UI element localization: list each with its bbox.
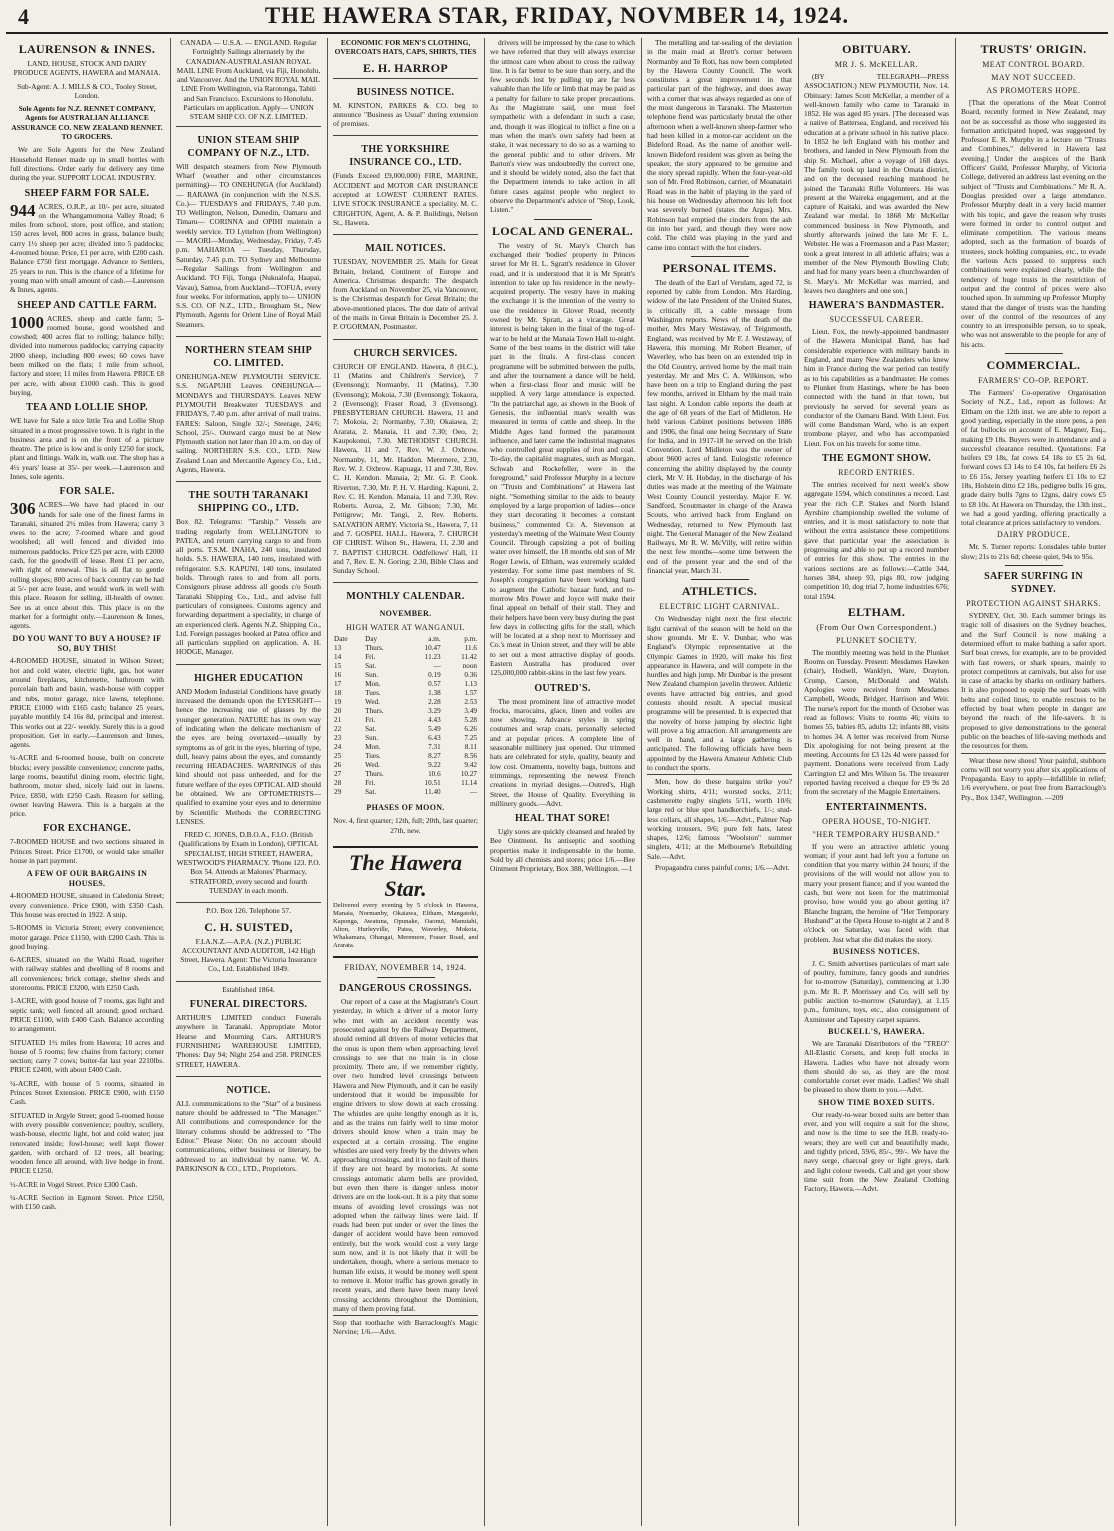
shoes-ad: Wear these new shoes! Your painful, stubborn corns will not worry you after six applications of Propaganda. Easy to apply—infallible in relief; 1/6 everywhere, or post free from Barraclough's Pty., Box 1347, Wellington. —209 [961, 753, 1106, 802]
notice-heading: NOTICE. [226, 1084, 271, 1096]
personal-heading: PERSONAL ITEMS. [662, 260, 777, 275]
notice-text: ALL communications to the "Star" of a business nature should be addressed to "The Manager." All contributions and correspondence for the literary columns should be addressed to "The Editor." Please Note: On no account should communications, either business or literary, be addressed to an individual by name. W. A. PARKINSON & CO., LTD., Proprietors. [176, 1098, 321, 1173]
show-text: Our ready-to-wear boxed suits are better than ever, and you will require a suit for the show, and now is the time to see the H.B. ready-to-wears; they are well cut and beautifully made, and tightly priced, 59/6, 85/-, 99/-. We have the navy serge, charcoal grey or light greys, dark and light colour tweeds. Call and get your show time suit from the New Zealand Clothing Factory, Hawera.—Advt. [804, 1109, 949, 1194]
masthead [6, 2, 1108, 34]
tide-cell: 11.14 [461, 779, 477, 788]
tide-cell: 1.38 [428, 689, 441, 698]
house-ad: 4-ROOMED HOUSE, situated in Wilson Street; hot and cold water, electric light, gas, hot water around fireplaces, kitchenette, bathroom with porcelain bath and basin, wash-house with copper and tubs, motor garage, nice lawns, telephone. PRICE £1000 with £165 cash; balance 25 years, payable monthly £4 16s 8d, principal and interest. This works out at 22/- weekly. Surely this is a good proposition. Get in early.—Laurenson and Innes, agents. [10, 656, 164, 750]
sheep-heading: SHEEP FARM FOR SALE. [24, 187, 150, 199]
tide-cell: 8.11 [464, 743, 477, 752]
tide-cell: 13 [334, 644, 342, 653]
phases-text: Nov. 4, first quarter; 12th, full; 20th, last quarter; 27th, new. [333, 816, 478, 835]
exchange-text: 7-ROOMED HOUSE and two sections situated in Princes Street. Price £1700, or would take smaller house in part payment. [10, 837, 164, 866]
tide-cell: 23 [334, 734, 342, 743]
tide-row [333, 698, 478, 707]
bargain-ad: 5-ROOMS in Victoria Street; every convenience; motor garage. Price £1150, with £200 Cash. This is good buying. [10, 923, 164, 951]
mail-text: TUESDAY, NOVEMBER 25. Mails for Great Britain, Ireland, Continent of Europe and America. Christmas despatch: The despatch from Auckland on November 25, via Vancouver, is the Christmas despatch for Great Britain; the above-mentioned places. The due date of arrival of the mails in Great Britain is December 25. J. P. O'GORMAN, Postmaster. [333, 257, 478, 332]
tide-cell: 0.57 [428, 680, 441, 689]
tide-cell: 9.22 [428, 761, 441, 770]
tide-row [333, 734, 478, 743]
tide-row [333, 716, 478, 725]
tide-cell: Wed. [365, 698, 380, 707]
dangerous-heading: DANGEROUS CROSSINGS. [339, 983, 472, 995]
athletics-sub: ELECTRIC LIGHT CARNIVAL. [659, 602, 780, 612]
tide-col-header: a.m. [428, 635, 441, 644]
tide-cell: 21 [334, 716, 342, 725]
bargain-ad: SITUATED 1½ miles from Hawera; 10 acres and house of 5 rooms; few chains from factory; corner section; carry 7 cows; butter-fat last year 2210lbs. PRICE £2400, with about £400 Cash. [10, 1037, 164, 1075]
tide-cell: 10.47 [424, 644, 441, 653]
tide-cell: Mon. [365, 680, 381, 689]
bargain-ad: ½-ACRE in Vogel Street. Price £300 Cash. [10, 1179, 138, 1189]
date-line: FRIDAY, NOVEMBER 14, 1924. [344, 963, 467, 973]
ad-number: 306 [10, 499, 36, 519]
exchange-heading: FOR EXCHANGE. [43, 823, 131, 835]
tide-cell: Sat. [365, 725, 377, 734]
egmont-heading: THE EGMONT SHOW. [822, 452, 931, 464]
business-notice-heading: BUSINESS NOTICE. [356, 86, 455, 98]
tide-cell: 7.31 [428, 743, 441, 752]
local-heading: LOCAL AND GENERAL. [491, 223, 634, 238]
propagandra-ad: Propagandra cures painful corns; 1/6.—Advt. [655, 863, 790, 873]
ad-number: 1000 [10, 312, 44, 332]
tide-cell: 1.13 [464, 680, 477, 689]
tide-row [333, 725, 478, 734]
tide-col-header: Date [334, 635, 348, 644]
column-4 [490, 38, 635, 1526]
tide-row [333, 662, 478, 671]
tide-cell: 25 [334, 752, 342, 761]
tide-row [333, 707, 478, 716]
yorkshire-heading: THE YORKSHIRE INSURANCE CO., LTD. [349, 144, 462, 169]
firm-agents: Sub-Agent: A. J. MILLS & CO., Tooley Street, London. [17, 81, 157, 100]
column-rule [484, 38, 485, 1526]
church-heading: CHURCH SERVICES. [353, 347, 458, 359]
shipping-ad: CANADA — U.S.A. — ENGLAND. Regular Fortnightly Sailings alternately by the CANADIAN-AUSTRALASIAN ROYAL MAIL LINE From Auckland, via Fiji, Honolulu, and Vancouver. And the UNION ROYAL MAIL LINE From Wellington, via Rarotonga, Tahiti and San Francisco. Excursions to Honolulu. Particulars on application. Apply— UNION STEAM SHIP CO. OF N.Z. LIMITED. [176, 38, 321, 122]
column-rule [955, 38, 956, 1526]
dangerous-text: Our report of a case at the Magistrate's Court yesterday, in which a driver of a motor lorry who met with an accident recently was prosecuted against by the Railway Department, should remind all drivers of motor vehicles that the onus is upon them when approaching level crossings to see that no train is in close proximity. There are, if we remember rightly, over two hundred level crossings between Hawera and New Plymouth, and it can be easily understood that it would be impossible for engine drivers to slow down at each crossing. The whistles are quite lengthy enough as it is, and as the trains run fairly well to time motor drivers should know when a train may be expected at a certain crossing. The engine whistles are used very freely by the drivers when approaching crossings, and it is no fault of theirs if they are not heard by motorists. At some crossings automatic alarm bells are provided, but even then there is danger unless motor drivers are on the look-out. It is a pity that some means of avoiding level crossings was not adopted when the railway lines were laid. If roads had been put under or over the lines the danger of accident would have been removed entirely, but the work would cost a very large sum now, and it is not likely that it will be undertaken, though, where a serious menace to human life exists, it would be money well spent to remove it. Motor traffic has grown greatly in recent years, and there have been many level crossing accidents throughout the Dominion, many of them proving fatal. [333, 997, 478, 1313]
church-text: CHURCH OF ENGLAND. Hawera, 8 (H.C.), 11 (Matins and Children's Service), 7 (Evensong); Normanby, 11 (Matins), 7.30 (Evensong); Mokoia, 7.30 (Evensong); Tokaora, 2 (Evensong); Fraser Road, 3 (Evensong). PRESBYTERIAN CHURCH. Hawera, 11 and 7; Mokoia, 2; Normanby, 7.30; Okaiawa, 2; Ararata, 2. Manaia, 11 and 7.30; Oeo, 2; Kaupokonui, 7.30. METHODIST CHURCH. Hawera, 11 and 7, Rev. W. J. Oxbrow. Normanby, 11, Mr. Haddon. Meremere, 2.30, Rev. W. J. Oxbrow. Kapuaga, 11 and 7.30, Rev. C. H. Kendon. Manaia, 2; Mr. G. P. Cook. Riverton, 7.30, Mr. P. H. V. Harding. Kapuni, 2, Rev. C. H. Kendon. Manaia, 11 and 7.30, Rev. Roberts. Auroa, 2, Mr. Gibson; 7.30, Mr. Pettigrew; Mr. Tangi, 2, Rev. Roberts. SALVATION ARMY. Victoria St., Hawera, 7, 11 and 7. GOSPEL HALL. Hawera, 7. CHURCH OF CHRIST. Wilson St., Hawera, 11, 2.30 and 7. BAPTIST CHURCH. Oddfellows' Hall, 11 and 7, Rev. E. N. Goring; 2.30, Bible Class and Sunday School. [333, 361, 478, 576]
tide-cell: Thurs. [365, 770, 384, 779]
tide-cell: 18 [334, 689, 342, 698]
tide-cell: Tues. [365, 689, 381, 698]
trusts-text: [That the operations of the Meat Control Board, recently formed in New Zealand, may not be as successful as those who suggested its formation anticipated hoped, was suggested by Professor E. R. Murphy in a lecture on "Trusts and Combines," delivered in Hawera last evening.] Under the auspices of the Bank Officers' Guild, Professor Murphy, of Victoria College, delivered an address last evening on the subject of "Trusts and Combinations." Mr R. A. Douglas presided over a large attendance. Professor Murphy dealt in a very lucid manner with his topic, and gave the reason why trusts were formed in order to control output and eliminate competition. The various means adopted, such as the formation of boards of trustees, stock holding companies, etc., to evade the various Acts passed to suppress such combinations were explained clearly, while the tendency of huge trusts in the restriction of output and the control of prices were also touched upon. In summing up Professor Murphy stated that the danger of trusts was the handing over of the control of the resources of any country to an irresponsible person, so to speak, who was not answerable to the people for any of his acts. [961, 98, 1106, 349]
column-7 [961, 38, 1106, 1526]
plunket-heading: PLUNKET SOCIETY. [835, 635, 918, 645]
tide-row [333, 770, 478, 779]
yorkshire-text: (Funds Exceed £9,000,000) FIRE, MARINE, ACCIDENT and MOTOR CAR INSURANCE accepted at LOWEST CURRENT RATES. LIVE STOCK INSURANCE a speciality. M. C. CRIGHTON, Agent, A. & P. Buildings, Nelson St., Hawera. [333, 171, 478, 227]
local-text: The vestry of St. Mary's Church has exchanged their 'bodies' property in Princes street for Mr H. L. Sgratt's residence in Glover road, and it is understood that it is Mr Spratt's intention to take up his residence in the newly-acquired property. The vestry have in making the exchange it is the intention of the vestry to use the residence in Glover Road, recently owned by Mr. Spratt, as a vicarage. Great interest is being taken in the final of the tug-of-war to be held at the Manaia Town Hall to-night. Some of the best teams in the district will take part in the finals. A first-class concert programme will be submitted between the pulls, and after the tournament a dance will be held, when a first-class floor and music will be supplied. A very large attendance is expected. "In the patriarchal age, as shown in the Book of Genesis, the influential man's wealth was measured in terms of cattle and sheep. In the Middle Ages land formed the paramount influence, and later came the industrial magnates who controlled great supplies of iron and coal. To-day, the capitalist magnates, such as Morgan, Schwab and Rockefeller, were in the foreground," said Professor Murphy in a lecture on "Trusts and Combinations" at Hawera last night. "Something similar to the aids to beauty employed by a large proportion of ladies—once they start decorating it becomes a constant business," commented Cr. A. Stevenson at yesterday's meeting of the Waimate West County Council. Through capsizing a pot of boiling water over himself, the 18 months old son of Mr Roger Lewis, of Eltham, was extremely scalded yesterday. For some time past members of St. Joseph's congregation have been working hard to augment the Catholic bazaar fund, and to-morrow Mrs Power and Joyce will make their final appeal on behalf of their stall. They and their helpers have been very busy during the past few days in collecting gifts for the stall, which will be located at a shop next to Morrissey and Co.'s meat in Union street, and they will be able to set out a most attractive display of goods. Eastern Australia has produced over 125,000,000 rabbit-skins in the last few years. [490, 240, 635, 678]
ad-text: ACRES—We have had placed in our hands for sale one of the finest farms in Taranaki, situated 2½ miles from Hawera; carry 3 ewes to the acre; 7-roomed whare and good woolshed; all well fenced and divided into numerous paddocks. Price £25 per acre, with £2000 cash, for the goodwill of lease. Rent £1 per acre, with right of renewal. This is all flat to gentle rolling slopes; 800 acres of back country can be had at 5/- per acre lease, and would work in well with this place. Reason for selling, ill-health of owner. See us at once about this. This place is on the market for a fortnight only.—Laurenson & Innes, agents. [10, 500, 164, 631]
tide-cell: 3.49 [464, 707, 477, 716]
page-number: 4 [18, 4, 29, 29]
column-rule [641, 38, 642, 1526]
bargain-ad: ¼-ACRE, with house of 5 rooms, situated in Princes Street Extension. PRICE £900, with £150 Cash. [10, 1078, 164, 1107]
trusts-sub: MEAT CONTROL BOARD. [982, 60, 1085, 69]
union-text: Will despatch steamers from New Plymouth Wharf (weather and other circumstances permitting)— TO ONEHUNGA (for Auckland)— RARAWA (in conjunction with the N.S.S. Co.)— TUESDAYS and FRIDAYS, 7.40 p.m. TO Wellington, Nelson, Dunedin, Oamaru and Timaru— CORINNA and OPIHI maintain a weekly service. TO Lyttelton (from Wellington)— MAORI—Monday, Wednesday, Friday, 7.45 p.m. MAHAROA — Tuesday, Thursday, Saturday, 7.45 p.m. TO Sydney and Melbourne—Regular Sailings from Wellington and Auckland. TO Fiji, Tonga (Nukualofa, Haapai, Vavau), Samoa, from Auckland—TOFUA, every four weeks. For information, apply to— UNION S.S. CO. OF N.Z., LTD., Brougham St., New Plymouth. Agents for Orient Line of Royal Mail Steamers. [176, 161, 321, 329]
tide-row [333, 752, 478, 761]
tide-cell: 8.56 [464, 752, 477, 761]
commercial-heading: COMMERCIAL. [986, 358, 1081, 373]
bargain-ad: 6-ACRES, situated on the Waihi Road, together with railway stables and dwelling of 8 rooms and all conveniences; brick cottage, shelter sheds and storerooms. PRICE £3200, with £250 Cash. [10, 955, 164, 993]
tide-cell: 17 [334, 680, 342, 689]
house-ad: ¼-ACRE and 6-roomed house, built on concrete blocks; every possible convenience; concrete paths, large rooms, beautiful dining room, electric light, bathroom, motor shed, nicely laid out in lawns. Price, £850, with £250 Cash. Reason for selling, owner leaving Hawera. This is a bargain at the price. [10, 753, 164, 819]
tide-cell: 4.43 [428, 716, 441, 725]
ad-number: 944 [10, 200, 36, 220]
obituary-heading: OBITUARY. [842, 42, 911, 56]
plunket-text: The monthly meeting was held in the Plunket Rooms on Tuesday. Present: Mesdames Hawken (chair), Hodsell, Wanklyn, Ware, Drayton, Crump, Carson, McDonald and Walsh. Apologies were received from Mesdames Campbell, Woods, Bridger, Harrison and Weir. The nurse's report for the month of October was read as follows: Visits to rooms 46; visits to homes 55, babies 85, adults 12; infants 88, visits to homes 34. A letter was received from Nurse Dix apologising for not being present at the meeting. Accounts for £3 12s 4d were passed for payment. Donations were received from Lady Carrington £2 and Mrs Wilson 5s. The treasurer reported having received a cheque for £9 9s 2d from the secretary of the Magpie Entertainers. [804, 647, 949, 797]
tide-cell: 9.42 [464, 761, 477, 770]
cattle-heading: SHEEP AND CATTLE FARM. [17, 299, 157, 311]
column-rule [798, 38, 799, 1526]
house-heading: DO YOU WANT TO BUY A HOUSE? IF SO, BUY THIS! [12, 634, 162, 654]
tide-cell: 14 [334, 653, 342, 662]
column-3 [333, 38, 478, 1526]
tide-col-header: p.m. [464, 635, 477, 644]
tide-cell: 2.28 [428, 698, 441, 707]
column-1 [10, 38, 164, 1526]
farmers-text: The Farmers' Co-operative Organisation Society of N.Z., Ltd., report as follows: At Eltham on the 12th inst. we are able to report a good yarding, especially in the store pens, a pen of fat bullocks on account of E. Magner, Esq., making £9 18s. Buyers were in attendance and a successful clearance resulted. Quotations: Fat heifers £9 18s, fat cows £4 18s to £5 2s 6d, forward cows £3 14s to £4 10s, fat heifers £6 2s to £6 15s, Jersey yearling heifers £1 10s to £2 18s, Holstein ditto £2 18s, pedigree bulls 16 gns, grade dairy bulls 7gns to 12gns, dairy cows £5 to £8 10s. At Hawera on Thursday, the 13th inst., we had a good yarding, offering practically a total clearance at prices satisfactory to vendors. [961, 388, 1106, 528]
bargain-ad: 1-ACRE, with good house of 7 rooms, gas light and septic tank; well fenced all around; good orchard. PRICE £1100, with £400 Cash. Balance according to arrangement. [10, 996, 164, 1034]
tide-row [333, 779, 478, 788]
tide-row [333, 743, 478, 752]
tide-cell: Fri. [365, 716, 376, 725]
obituary-text: (BY TELEGRAPH—PRESS ASSOCIATION.) NEW PLYMOUTH, Nov. 14. Obituary: James Scott McKellar, a member of a well-known family who came to Taranaki in 1852. He was aged 85 years. [The deceased was a native of Battersea, England, and received his education at a private school in his native place. In 1852 he left England with his mother and brothers, and landed in New Plymouth from the ship St. Michael, after a voyage of 168 days. The family took up land in the Omata district, and on the deceased reaching manhood he joined the Taranaki Rifle Volunteers. He was present at the Waireka engagement, and at the capture of Kaitaki, and was awarded the New Zealand war medal. In 1868 Mr McKellar commenced business in New Plymouth, and shortly afterwards joined the late Mr F. L. Webster. He was a Freemason and a Past Master; took a great interest in all athletic affairs; was a member of the New Plymouth Bowling Club; and had for many years been a churchwarden of St. Mary's. Mr McKellar was married, and leaves two daughters and one son.] [804, 72, 949, 295]
taranaki-heading: THE SOUTH TARANAKI SHIPPING CO., LTD. [188, 490, 309, 515]
outred-heading: OUTRED'S. [534, 682, 591, 694]
tide-row [333, 644, 478, 653]
northern-heading: NORTHERN STEAM SHIP CO. LIMITED. [184, 345, 313, 370]
column-rule [170, 38, 171, 1526]
ad-text: ACRES, sheep and cattle farm; 5-roomed house, good woolshed and cowshed; 400 acres flat to rolling; balance hilly; divided into numerous paddocks; carrying capacity 2000 sheep, including 800 ewes; 60 cows have been milked on the flats; 1 mile from school, factory and store; 11 miles from Hawera. PRICE £8 per acre, with about £1000 cash. This is good buying. [10, 313, 164, 397]
funeral-heading: FUNERAL DIRECTORS. [189, 999, 308, 1011]
entertainments-sub: OPERA HOUSE, TO-NIGHT. [822, 816, 931, 826]
heal-heading: HEAL THAT SORE! [514, 813, 611, 825]
tide-cell: 28 [334, 779, 342, 788]
tide-cell: 0.36 [464, 671, 477, 680]
shark-text: SYDNEY, Oct. 30. Each summer brings its tragic toll of disasters on the Sydney beaches, and the Surf Council is now making a determined effort to make bathing a safer sport. Surf boat crews, for example, are to be provided with fast rowers, or shark spears, mainly to protect competitors at carnivals, but also for use in case of attacks by sharks on ordinary bathers. It is also proposed to equip the surf boats with belts and coiled lines, to enable rescues to be effected by boat when people in danger are beyond the reach of the life-savers. It is proposed to give demonstrations to the general public on the beaches of life-saving methods and the resources for them. [961, 611, 1106, 751]
athletics-text: On Wednesday night next the first electric light carnival of the season will be held on the show grounds. Mr E. V. Dunbar, who was England's Olympic representative at the Olympic Games in 1920, will make his first appearance in Hawera, and will compete in the hurdles and high jump. Mr Dunbar is the present New Zealand champion javelin thrower. Athletic events have attracted big entries, and good contests should result. A special musical programme will be presented. It is expected that the novelty of horse jumping by electric light will prove a big attraction. All arrangements are well in hand, and a large gathering is anticipated. The following officials have been appointed by the Hawera Amateur Athletic Club to conduct the sports. [647, 614, 792, 773]
tide-cell: 20 [334, 707, 342, 716]
business-notices-heading: BUSINESS NOTICES. [832, 946, 921, 956]
bargain-ad: SITUATED in Argyle Street; good 5-roomed house with every possible convenience; poultry, scullery, wash-house, electric light, hot and cold water; just renovated inside; fowl-house; well kept flower garden, with orchard of 12 trees, all bearing; wooden fence all around, with live hedge in front. PRICE £1250. [10, 1110, 164, 1176]
tide-cell: 5.49 [428, 725, 441, 734]
tide-cell: 24 [334, 743, 342, 752]
tea-text: WE have for Sale a nice little Tea and Lollie Shop situated in a most progressive town. It is right in the business area and is on the front of a picture theatre. The price is low and is only £250 for stock, plant and fittings. Walk in, walk out. The shop has a 4½ years' lease at 35/- per week.—Laurenson and Innes, sole agents. [10, 416, 164, 481]
tide-cell: Sun. [365, 734, 379, 743]
tide-row [333, 788, 478, 797]
suisted-name: C. H. SUISTED, [204, 919, 293, 934]
tide-cell: noon [462, 662, 477, 671]
harrop-name: E. H. HARROP [363, 60, 448, 75]
tide-cell: Sat. [365, 662, 377, 671]
established: Established 1864. [222, 984, 275, 994]
tide-cell: 15 [334, 662, 342, 671]
column-2 [176, 38, 321, 1526]
column-6 [804, 38, 949, 1526]
band-text: Lieut. Fox, the newly-appointed bandmaster of the Hawera Municipal Band, has had considerable experience with military bands in England, and many New Zealanders who knew him in France during the war period can testify as to his capabilities as a bandmaster. He comes to Plunket from Hastings, where he has been connected with the band in that town, but previously he served for several years as conductor of the Oamaru Band. With Lieut. Fox will come Bandsman Ward, who is an expert trombone player, and who has accompanied Lieut. Fox on his travels for some time. [804, 327, 949, 448]
rennet-text: We are Sole Agents for the New Zealand Household Rennet made up in small bottles with full directions. Order early for delivery any time during the year. SUPPORT LOCAL INDUSTRY. [10, 145, 164, 183]
bargain-ad: 4-ROOMED HOUSE, situated in Caledonia Street; every convenience. Price £900, with £350 Cash. This house was erected in 1922. A snip. [10, 891, 164, 919]
tide-cell: Tues. [365, 752, 381, 761]
farmers-sub: FARMERS' CO-OP. REPORT. [978, 376, 1089, 386]
athletics-heading: ATHLETICS. [681, 584, 758, 599]
tide-cell: 10.27 [460, 770, 477, 779]
entertainments-sub2: "HER TEMPORARY HUSBAND." [812, 829, 941, 839]
tide-heading: HIGH WATER AT WANGANUI. [345, 623, 466, 633]
trusts-sub3: AS PROMOTERS HOPE. [986, 86, 1081, 95]
tide-cell: Thurs. [365, 644, 384, 653]
safer-heading: SAFER SURFING IN SYDNEY. [984, 571, 1083, 596]
top-text: The metalling and tar-sealing of the deviation in the main road at Brett's corner between Normanby and Te Roti, has now been completed by the Hawera County Council. The work constitutes a great improvement in that particular part of the highway, and does away with a corner that was always regarded as one of the most dangerous in Taranaki. The Masterton telephone fiend was particularly brutal the other afternoon when a well-known sheep-farmer who had been killed in a motor-car accident on the Bideford Road. As the name of another well-known Bideford resident was given as being the speaker, the story appeared to be genuine and the story spread rapidly. When the four-year-old son of Mr. Fred Robinson, carrier, of Moanatairi Road was in the habit of playing in the yard of his house on Wednesday afternoon his left foot was severely burned (states the Argus). Mrs. Robinson had emptied the cinders from the ash tin into her yard, and though they were now cold. The child was playing in the yard and came into contact with the hot cinders. [647, 38, 792, 252]
eltham-heading: ELTHAM. [847, 604, 906, 619]
dairy-heading: DAIRY PRODUCE. [997, 530, 1070, 540]
suisted-text: F.I.A.N.Z.—A.P.A. (N.Z.) PUBLIC ACCOUNTANT AND AUDITOR, 142 High Street, Hawera. Agent: The Victoria Insurance Co., Ltd. Established 1849. [180, 936, 317, 974]
mail-heading: MAIL NOTICES. [365, 243, 446, 255]
buckell-heading: BUCKELL'S, HAWERA. [828, 1026, 925, 1036]
dangerous-continued: drivers will be impressed by the case to which we have referred that they will always exercise the utmost care when about to cross the railway line. It is far better to be sure than sorry, and the few seconds lost by pulling up are far less valuable than the life or limb that may be paid as a penalty for failure to take proper precautions. As the Magistrate said, one must feel sympathetic with a defendant in such a case, and, though it was illogical to inflict a fine on a man when the man's own safety had been at stake, it was necessary to do so as a warning to the general public and to other drivers. Mr Barton's view was undoubtedly the correct one, and it should be widely noted, also the fact that the Department intends to take action in all future cases against people who neglect to observe the Department's advice of "Stop, Look, Listen." [490, 38, 635, 215]
union-heading: UNION STEAM SHIP COMPANY OF N.Z., LTD. [187, 134, 310, 159]
tide-cell: — [433, 662, 441, 671]
tide-cell: 10.51 [424, 779, 441, 788]
entertainments-text: If you were an attractive athletic young woman; if your aunt had left you a fortune on condition that you marry within 24 hours; if the provisions of the will would not allow you to marry your present fiance; and if you wanted the cash, but were not keen for the matrimonial proviso, how would you go about getting it? Blanche Ingram, the heroine of "Her Temporary Husband" at the Opera House to-night at 2 and 8 o'clock on Saturday, was faced with that problem. Just what she did makes the story. [804, 841, 949, 944]
star-box [333, 846, 478, 958]
tide-cell: 1.57 [464, 689, 477, 698]
tide-cell: 11.40 [424, 788, 441, 797]
economic-ad: ECONOMIC FOR MEN'S CLOTHING, OVERCOATS HATS, CAPS, SHIRTS, TIES [334, 38, 477, 57]
tide-cell: 3.29 [428, 707, 441, 716]
tide-row [333, 680, 478, 689]
taranaki-text: Box 82. Telegrams: "Tarship." Vessels are trading regularly from WELLINGTON to PATEA, and return carrying cargo to and from all ports. T.S.M. INAHA, 240 tons, insulated holds. S.S. HAWERA, 140 tons, insulated with refrigerator. S.S. KAPUNI, 140 tons, insulated holds. Through rates to and from all ports. Consignors please address all goods c/o South Taranaki Shipping Co., Ltd., and advise full particulars of consignees. Customs agency and forwarding department a speciality, in charge of an experienced clerk. Agents N.Z. Shipping Co., Ltd. Foreign passages booked at Patea office and all particulars supplied on application. A. H. HODGE, Manager. [176, 517, 321, 657]
tide-cell: 16 [334, 671, 342, 680]
tide-cell: Sat. [365, 788, 377, 797]
egmont-sub: RECORD ENTRIES. [838, 467, 915, 477]
egmont-text: The entries received for next week's show aggregate 1594, which constitutes a record. Last year the rich C.P. Stakes and North Island Ayrshire championship swelled the volume of entries, and it is most satisfactory to note that without the extra assistance these competitions gave that particular year the association is progressing and able to put up a record number of entries for this show. The entries in the various sections are as follows:—Cattle 344, horses 384, sheep 93, pigs 80, row judging competition 10, dog trial 7, home industries 676; total 1594. [804, 479, 949, 601]
education-text: AND Modern Industrial Conditions have greatly increased the demands upon the EYESIGHT—hence the increasing use of glasses by the younger generation. NATURE has its own way of indicating when the delicate mechanism of the eyes are being overtaxed—usually by symptoms as of grit in the eyes, blurring of type, dull, heavy pains about the eyes, and constantly recurring HEADACHES. WARNINGS of this kind should not pass unheeded, and for the future welfare of the eyes OPTICAL AID should be obtained. We are OPTOMETRISTS—qualified to examine your eyes and to determine by Scientific Methods the CORRECTING LENSES. [176, 686, 321, 826]
tide-row [333, 671, 478, 680]
ad-text: ACRES, O.R.P., at 10/- per acre, situated on the Whangamomona Valley Road; 6 miles from school, store, post office, and station; 150 acres level, 800 acres in grass, balance bush; carry 1½ sheep per acre; divided into 5 paddocks; 4-roomed house. Price, £1 per acre, with £200 cash. Balance £750 first mortgage. Advance to Settlers, 25 years to run. This is the chance of a lifetime for young man with small amount of cash.—Laurenson & Innes, agents. [10, 201, 164, 295]
tide-cell: Sun. [365, 671, 379, 680]
tide-table [333, 635, 478, 797]
tide-cell: 27 [334, 770, 342, 779]
heal-text: Ugly sores are quickly cleansed and healed by Bee Ointment. Its antiseptic and soothing properties make it indispensable in the home. Sold by all chemists and stores; price 1/6.—Bee Ointment Proprietary, Box 388, Wellington. —1 [490, 827, 635, 874]
education-heading: HIGHER EDUCATION [194, 672, 303, 684]
bargains-ad: Men, how do these bargains strike you? Working shirts, 4/11; worsted socks, 2/11; cashmerette rugby singlets 5/11, worth 10/6; large red or blue spot handkerchiefs, 1/-; stud-less collars, all shapes, 1/6.—Advt., Palmer Nap working trousers, 9/6; pure felt hats, latest shapes, 12/6; famous "Woolston" summer singlets, 4/11; at the Melbourne's Rebuilding Sale.—Advt. [647, 774, 792, 861]
firm-sub: LAND, HOUSE, STOCK AND DAIRY PRODUCE AGENTS, HAWERA and MANAIA. [13, 59, 161, 78]
bargains-heading: A FEW OF OUR BARGAINS IN HOUSES. [26, 869, 148, 889]
tide-cell: 5.28 [464, 716, 477, 725]
tide-cell: 11.23 [424, 653, 441, 662]
tide-cell: 6.43 [428, 734, 441, 743]
tide-cell: 2.53 [464, 698, 477, 707]
suisted-head: P.O. Box 126. Telephone 57. [206, 906, 291, 916]
firm-name: LAURENSON & INNES. [18, 42, 156, 56]
tide-cell: — [469, 788, 477, 797]
phases-heading: PHASES OF MOON. [366, 803, 445, 813]
trusts-heading: TRUSTS' ORIGIN. [980, 42, 1087, 56]
tide-row [333, 653, 478, 662]
tide-cell: 19 [334, 698, 342, 707]
tide-row [333, 689, 478, 698]
bargain-ad: ¼-ACRE Section in Egmont Street. Price £250, with £150 cash. [10, 1192, 164, 1212]
entertainments-heading: ENTERTAINMENTS. [826, 801, 927, 813]
kinston-text: M. KINSTON, PARKES & CO. beg to announce "Business as Usual" during extension of premises. [333, 100, 478, 129]
column-rule [327, 38, 328, 1526]
funeral-text: ARTHUR'S LIMITED conduct Funerals anywhere in Taranaki. Appropriate Motor Hearse and Mourning Cars. ARTHUR'S FURNISHING WAREHOUSE LIMITED, 'Phones: Day 94; Night 254 and 258. PRINCES STREET, HAWERA. [176, 1013, 321, 1069]
column-5 [647, 38, 792, 1526]
show-heading: SHOW TIME BOXED SUITS. [818, 1097, 935, 1107]
calendar-heading: MONTHLY CALENDAR. [346, 591, 465, 603]
shark-sub: PROTECTION AGAINST SHARKS. [966, 599, 1101, 609]
optician-text: FRED C. JONES, D.B.O.A., F.I.O. (British Qualifications by Exam in London), OPTICAL SPECIALIST, HIGH STREET, HAWERA, WESTWOOD'S PHARMACY. 'Phone 123. P.O. Box 54. Attends at Malones' Pharmacy, STRATFORD, every second and fourth TUESDAY in each month. [176, 830, 321, 895]
forsale-heading: FOR SALE. [59, 486, 115, 498]
dairy-text: Mr. S. Turner reports: Lonsdales table butter slow; 21s to 21s 6d; cheese quiet, 94s to 95s. [961, 542, 1106, 561]
tide-cell: Wed. [365, 761, 380, 770]
tide-cell: 0.19 [428, 671, 441, 680]
tide-cell: 10.6 [428, 770, 441, 779]
page-title: THE HAWERA STAR, FRIDAY, NOVMBER 14, 1924. [264, 3, 850, 28]
buckell-text: We are Taranaki Distributors of the "TREO" All-Elastic Corsets, and keep full stocks in Hawera. Ladies who have not already worn them should do so, as they are the most comfortable corset ever made. Ladies! We shall be pleased to show them to you.—Advt. [804, 1038, 949, 1095]
tide-cell: 22 [334, 725, 342, 734]
tide-cell: 11.6 [464, 644, 477, 653]
obituary-sub: MR J. S. McKELLAR. [834, 60, 919, 69]
tide-cell: 7.25 [464, 734, 477, 743]
tide-cell: Fri. [365, 653, 376, 662]
calendar-month: NOVEMBER. [379, 609, 432, 619]
trusts-sub2: MAY NOT SUCCEED. [991, 73, 1076, 82]
toothache-ad: Stop that toothache with Barraclough's Magic Nervine; 1/6.—Advt. [333, 1315, 478, 1337]
tide-cell: 11.42 [461, 653, 477, 662]
northern-text: ONEHUNGA-NEW PLYMOUTH SERVICE. S.S. NGAPUHI Leaves ONEHUNGA— MONDAYS and THURSDAYS. Leaves NEW PLYMOUTH Breakwater TUESDAYS and FRIDAYS, 7.40 p.m. after arrival of mail trains. FARES: Saloon, Single 32/-; Steerage, 24/6; School, 25/-. Outward cargo must be at New Plymouth station not later than 10 a.m. on day of sailing. NORTHERN S.S. CO., LTD. New Zealand Loan and Mercantile Agency Co., Ltd., Agents, Hawera. [176, 372, 321, 474]
tea-heading: TEA AND LOLLIE SHOP. [26, 402, 148, 414]
eltham-sub: (From Our Own Correspondent.) [816, 622, 937, 632]
tide-cell: Thurs. [365, 707, 384, 716]
tide-cell: 26 [334, 761, 342, 770]
star-text: Delivered every evening by 5 o'clock in Hawera, Manaia, Normanby, Okaiawa, Eltham, Mangatoki, Kaponga, Awatuna, Opunake, Oaonui, Manutahi, Alton, Hurleyville, Patea, Waverley, Mokoia, Whakamara, Ohangai, Meremere, Fraser Road, and Ararata. [333, 902, 478, 950]
tide-cell: Mon. [365, 743, 381, 752]
tide-cell: 29 [334, 788, 342, 797]
tide-cell: Fri. [365, 779, 376, 788]
tide-cell: 6.26 [464, 725, 477, 734]
tide-row [333, 761, 478, 770]
tide-col-header: Day [365, 635, 378, 644]
band-sub: SUCCESSFUL CAREER. [829, 315, 924, 325]
tide-cell: 8.27 [428, 752, 441, 761]
band-heading: HAWERA'S BANDMASTER. [808, 300, 945, 312]
personal-text: The death of the Earl of Verulam, aged 72, is reported by cable from London. Mrs Harding, widow of the late President of the United States, is critically ill, a cable message from Washington reports. News of the death of the mother, Mrs Mary Westaway, of Teignmouth, England, was received by Mr F. J. Westaway, of Hawera, this morning. Mr Robert Beamer, of Waverley, who has been on an extended trip in the Old Country, arrived home by the mail train yesterday. Mr and Mrs C. A. Wilkinson, who have been on a trip to England during the past few months, arrived in Eltham by the mail train last night. A London cable reports the death at the age of 68 years of the Earl of Midleton. He held various Cabinet positions between 1886 and 1906, the final one being Secretary of State for India, and in 1917-18 he served on the Irish Convention. Lord Midleton was the owner of about 9600 acres of land. Eulogistic reference concerning the ability displayed by the county clerk, Mr V. H. Hobday, in the discharge of his duties was made at the meeting of the Waimate West County Council yesterday. Major F. W. Sandford, Scoutmaster in charge of the Arawa Scouts, who arrived back from England on Wednesday, returned to New Plymouth last night. The General Manager of the New Zealand Railways, Mr R. W. McVilly, will retire within the next few months—some time between the end of the present year and the end of the financial year, March 31. [647, 277, 792, 576]
outred-text: The most prominent line of attractive model frocks, marocains, glace, linen and voiles are now showing. Advance styles in spring costumes and wrap coats, personally selected and at popular prices. A complete line of seasonable millinery just opened. Our trimmed hats are celebrated for style, quality, beauty and low cost. Ornaments, novelty bags, buttons and trimmings, representing the newest French creations in myriad designs.—Outred's, High Street, the House of Quality. Everything in millinery goods.—Advt. [490, 696, 635, 808]
star-title: The Hawera Star. [348, 850, 463, 902]
business-notices-text: J. C. Smith advertises particulars of mart sale of poultry, furniture, fancy goods and sundries for to-morrow (Saturday), commencing at 1.30 p.m. Mr R. P. Morrissey and Co. will sell by public auction to-morrow (Saturday), at 1.15 p.m., furniture, toys, etc., also consignment of Axminster and Tapestry carpet squares. [804, 958, 949, 1024]
sole-agents: Sole Agents for N.Z. RENNET COMPANY, Agents for AUSTRALIAN ALLIANCE ASSURANCE CO. NEW ZEALAND RENNET. TO GROCERS. [11, 104, 163, 142]
